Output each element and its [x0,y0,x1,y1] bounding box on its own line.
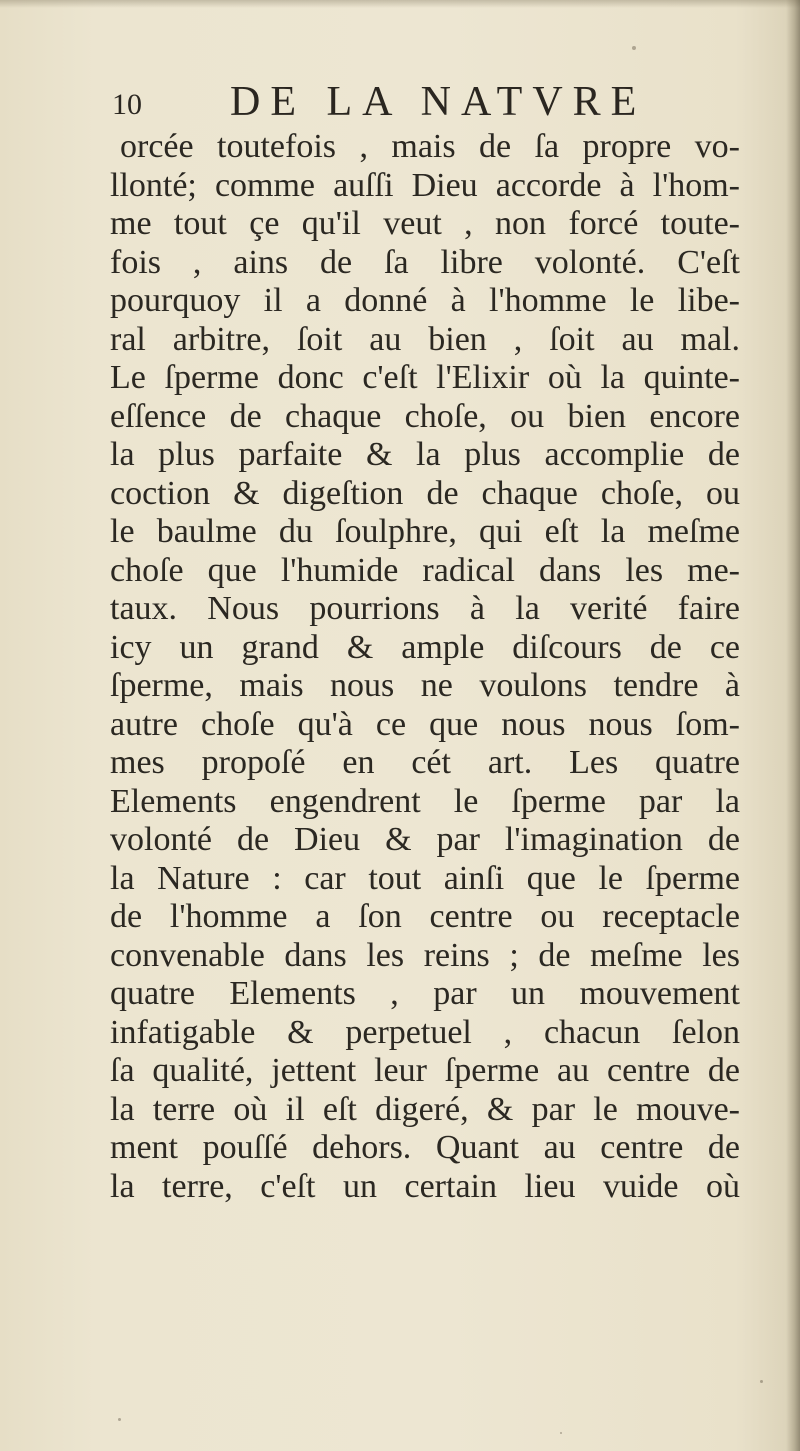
text-line: infatigable & perpetuel , chacun ſelon [110,1013,740,1051]
page-edge-shadow [786,0,800,1451]
text-line: quatre Elements , par un mouvement [110,975,740,1012]
body-text [110,128,740,1206]
text-line: de l'homme a ſon centre ou receptacle [110,898,740,935]
text-line: coction & digeſtion de chaque choſe, ou [110,474,740,512]
text-line: ment pouſſé dehors. Quant au centre de [110,1129,740,1166]
text-line: ſperme, mais nous ne voulons tendre à [110,667,740,704]
text-line: choſe que l'humide radical dans les me- [110,551,740,589]
text-line: la plus parfaite & la plus accomplie de [110,436,740,473]
page-number: 10 [112,88,142,121]
paper-speck [632,46,636,50]
text-line: Elements engendrent le ſperme par la [110,782,740,820]
paper-speck [560,1432,562,1434]
text-line: taux. Nous pourrions à la verité faire [110,590,740,627]
page-header [112,78,672,128]
text-line: mes propoſé en cét art. Les quatre [110,744,740,781]
text-line: ſa qualité, jettent leur ſperme au centre de [110,1052,740,1089]
text-line: icy un grand & ample diſcours de ce [110,628,740,666]
text-line: Le ſperme donc c'eſt l'Elixir où la quinte- [110,359,740,396]
text-line: la terre, c'eſt un certain lieu vuide où [110,1167,740,1205]
text-line: convenable dans les reins ; de meſme les [110,936,740,974]
text-line: volonté de Dieu & par l'imagination de [110,821,740,858]
text-line: me tout çe qu'il veut , non forcé toute- [110,205,740,242]
text-line: autre choſe qu'à ce que nous nous ſom- [110,705,740,743]
page-top-shadow [0,0,800,8]
text-line: le baulme du ſoulphre, qui eſt la meſme [110,513,740,550]
text-line: eſſence de chaque choſe, ou bien encore [110,397,740,435]
paper-speck [118,1418,121,1421]
text-line: llonté; comme auſſi Dieu accorde à l'hom- [110,166,740,204]
text-line: ral arbitre, ſoit au bien , ſoit au mal. [110,320,740,358]
running-title: DE LA NATVRE [230,79,647,125]
text-line: la Nature : car tout ainſi que le ſperme [110,859,740,897]
text-line: pourquoy il a donné à l'homme le libe- [110,282,740,319]
text-line: la terre où il eſt digeré, & par le mouve- [110,1090,740,1128]
text-line: fois , ains de ſa libre volonté. C'eſt [110,243,740,281]
text-line: orcée toutefois , mais de ſa propre vo- [120,128,740,165]
paper-speck [760,1380,763,1383]
